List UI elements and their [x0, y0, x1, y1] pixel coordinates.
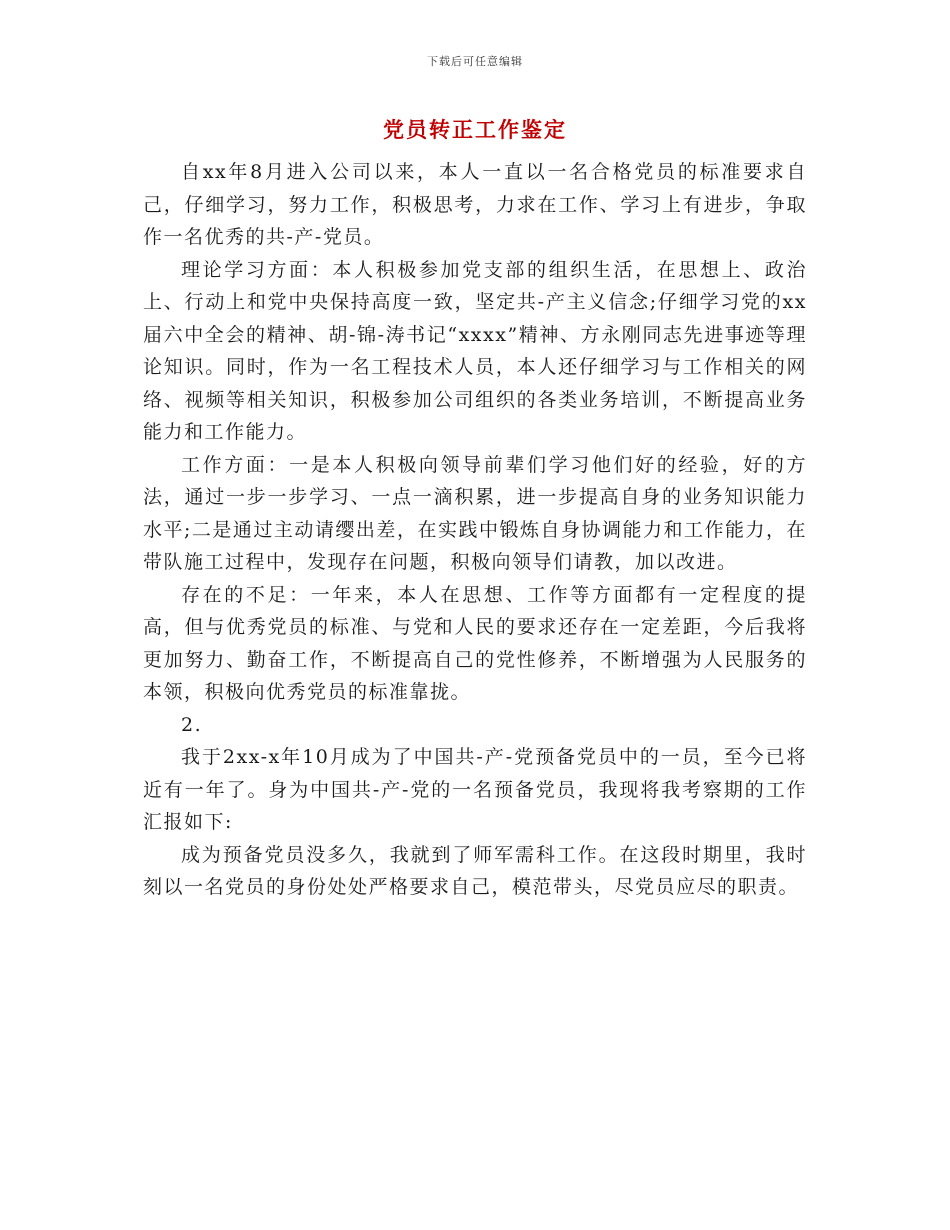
paragraph-work: 工作方面：一是本人积极向领导前辈们学习他们好的经验，好的方法，通过一步一步学习、一点一滴积累，进一步提高自身的业务知识能力水平;二是通过主动请缨出差，在实践中锻炼自身协调能力和工作能力，在带队施工过程中，发现存在问题，积极向领导们请教，加以改进。 — [143, 453, 807, 573]
header-note: 下载后可任意编辑 — [427, 55, 523, 68]
paragraph-probation-work: 成为预备党员没多久，我就到了师军需科工作。在这段时期里，我时刻以一名党员的身份处处严格要求自己，模范带头，尽党员应尽的职责。 — [143, 843, 807, 898]
paragraph-theory-study: 理论学习方面：本人积极参加党支部的组织生活，在思想上、政治上、行动上和党中央保持高度一致，坚定共-产主义信念;仔细学习党的xx届六中全会的精神、胡-锦-涛书记“xxxx”精神、方永刚同志先进事迹等理论知识。同时，作为一名工程技术人员，本人还仔细学习与工作相关的网络、视频等相关知识，积极参加公司组织的各类业务培训，不断提高业务能力和工作能力。 — [143, 258, 807, 443]
document-title: 党员转正工作鉴定 — [383, 118, 567, 142]
paragraph-probation-intro: 我于2xx-x年10月成为了中国共-产-党预备党员中的一员，至今已将近有一年了。身为中国共-产-党的一名预备党员，我现将我考察期的工作汇报如下: — [143, 746, 807, 833]
paragraph-intro: 自xx年8月进入公司以来，本人一直以一名合格党员的标准要求自己，仔细学习，努力工作，积极思考，力求在工作、学习上有进步，争取作一名优秀的共-产-党员。 — [143, 161, 807, 248]
section-number: 2. — [181, 713, 203, 736]
document-body — [143, 156, 807, 904]
paragraph-shortcomings: 存在的不足：一年来，本人在思想、工作等方面都有一定程度的提高，但与优秀党员的标准、与党和人民的要求还存在一定差距，今后我将更加努力、勤奋工作，不断提高自己的党性修养，不断增强为人民服务的本领，积极向优秀党员的标准靠拢。 — [143, 583, 807, 703]
